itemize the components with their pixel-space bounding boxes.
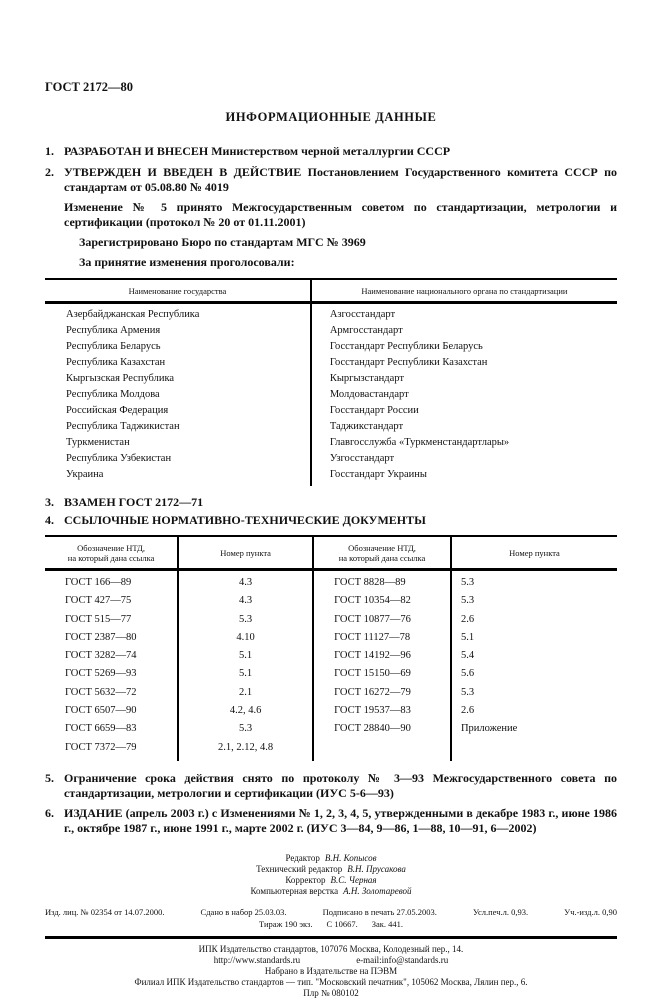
ntd-cell-right: ГОСТ 16272—79 xyxy=(312,681,450,699)
colophon-name: А.Н. Золотаревой xyxy=(343,885,412,896)
clause-cell-right: Приложение xyxy=(450,717,617,735)
item-2-text: УТВЕРЖДЕН И ВВЕДЕН В ДЕЙСТВИЕ Постановлением Государственного комитета СССР по стандартам от 05.08.80 № 4019 xyxy=(64,165,617,194)
publisher-block xyxy=(45,944,617,999)
item-4-text: ССЫЛОЧНЫЕ НОРМАТИВНО-ТЕХНИЧЕСКИЕ ДОКУМЕНТЫ xyxy=(64,513,426,527)
state-name-cell: Республика Армения xyxy=(66,325,161,336)
imprint-segment: Зак. 441. xyxy=(371,918,404,929)
ntd-cell-right: ГОСТ 10877—76 xyxy=(312,608,450,626)
clause-cell-left: 4.2, 4.6 xyxy=(177,699,312,717)
imprint-segment: Тираж 190 экз. xyxy=(258,918,313,929)
item-3 xyxy=(45,495,617,510)
org-name-cell: Кыргызстандарт xyxy=(310,368,617,384)
imprint-segment: Уч.-изд.л. 0,90 xyxy=(564,906,617,917)
item-6 xyxy=(45,806,617,836)
vote-table-row xyxy=(45,448,617,464)
imprint-segment: Изд. лиц. № 02354 от 14.07.2000. xyxy=(45,906,165,917)
refs-header-clause-left xyxy=(177,537,312,568)
refs-header-clause-right-label: Номер пункта xyxy=(509,548,560,558)
clause-cell-left: 4.3 xyxy=(177,589,312,607)
refs-header-ntd-right xyxy=(312,537,450,568)
colophon-role: Редактор xyxy=(285,852,320,863)
clause-cell-right: 5.4 xyxy=(450,644,617,662)
typeset-note: Набрано в Издательстве на ПЭВМ xyxy=(264,965,398,976)
refs-table-row xyxy=(45,608,617,626)
org-name-cell: Узгосстандарт xyxy=(310,448,617,464)
refs-table xyxy=(45,535,617,761)
state-name-cell: Туркменистан xyxy=(66,437,130,448)
item-5-number: 5. xyxy=(45,770,54,785)
doc-number: ГОСТ 2172—80 xyxy=(45,80,134,94)
item-6-number: 6. xyxy=(45,805,54,820)
ntd-cell-right: ГОСТ 11127—78 xyxy=(312,626,450,644)
footer-rule xyxy=(45,936,617,939)
colophon-line xyxy=(45,875,617,886)
item-2 xyxy=(45,165,617,195)
refs-table-row xyxy=(45,717,617,735)
item-1-number: 1. xyxy=(45,144,54,158)
plr-number: Плр № 080102 xyxy=(303,987,359,998)
item-2-voted: За принятие изменения проголосовали: xyxy=(79,255,295,269)
clause-cell-right: 5.3 xyxy=(450,681,617,699)
colophon-name: В.С. Черная xyxy=(330,874,377,885)
item-2-number: 2. xyxy=(45,165,54,179)
ntd-cell-left: ГОСТ 3282—74 xyxy=(65,650,137,662)
imprint-line-2 xyxy=(45,919,617,929)
clause-cell-left: 4.10 xyxy=(177,626,312,644)
clause-cell-left: 5.1 xyxy=(177,644,312,662)
colophon-line xyxy=(45,853,617,864)
item-2-amendment: Изменение № 5 принято Межгосударственным советом по стандартизации, метрологии и сертификации (протокол № 20 от 01.11.2001) xyxy=(64,200,617,229)
vote-table-header-row xyxy=(45,280,617,304)
org-name-cell: Армгосстандарт xyxy=(310,320,617,336)
clause-cell-right: 2.6 xyxy=(450,608,617,626)
state-name-cell: Украина xyxy=(66,469,104,480)
clause-cell-right: 5.3 xyxy=(450,589,617,607)
refs-table-row xyxy=(45,736,617,754)
printer-address: Филиал ИПК Издательство стандартов — тип. "Московский печатник", 105062 Москва, Лялин пер., 6. xyxy=(134,976,528,987)
refs-header-clause-left-label: Номер пункта xyxy=(220,548,271,558)
page-title: ИНФОРМАЦИОННЫЕ ДАННЫЕ xyxy=(225,110,437,124)
refs-table-header-row xyxy=(45,537,617,571)
imprint-segment: С 10667. xyxy=(326,918,358,929)
ntd-cell-left: ГОСТ 2387—80 xyxy=(65,631,137,643)
clause-cell-left: 2.1, 2.12, 4.8 xyxy=(177,736,312,754)
state-name-cell: Российская Федерация xyxy=(66,405,169,416)
refs-table-bottom-spacer xyxy=(45,754,617,761)
refs-table-body xyxy=(45,571,617,754)
vote-table-row xyxy=(45,432,617,448)
refs-header-ntd-left-line1: Обозначение НТД, xyxy=(77,543,145,553)
item-3-text: ВЗАМЕН ГОСТ 2172—71 xyxy=(64,495,204,509)
refs-table-row xyxy=(45,699,617,717)
refs-header-ntd-right-line2: на который дана ссылка xyxy=(338,553,426,563)
org-name-cell: Госстандарт Республики Казахстан xyxy=(310,352,617,368)
vote-table-row xyxy=(45,368,617,384)
clause-cell-left: 2.1 xyxy=(177,681,312,699)
state-name-cell: Республика Таджикистан xyxy=(66,421,180,432)
ntd-cell-right: ГОСТ 19537—83 xyxy=(312,699,450,717)
ntd-cell-left: ГОСТ 515—77 xyxy=(65,613,132,625)
clause-cell-left: 5.3 xyxy=(177,608,312,626)
org-name-cell: Молдовастандарт xyxy=(310,384,617,400)
imprint-segment: Подписано в печать 27.05.2003. xyxy=(322,906,437,917)
clause-cell-right: 5.1 xyxy=(450,626,617,644)
ntd-cell-right: ГОСТ 15150—69 xyxy=(312,662,450,680)
ntd-cell-left: ГОСТ 5269—93 xyxy=(65,668,137,680)
vote-table-row xyxy=(45,416,617,432)
colophon-role: Технический редактор xyxy=(256,863,343,874)
vote-table-row xyxy=(45,464,617,480)
item-3-number: 3. xyxy=(45,495,54,509)
org-name-cell: Госстандарт России xyxy=(310,400,617,416)
ntd-cell-left: ГОСТ 6507—90 xyxy=(65,705,137,717)
clause-cell-right: 5.6 xyxy=(450,662,617,680)
ntd-cell-right xyxy=(312,736,450,754)
state-name-cell: Азербайджанская Республика xyxy=(66,309,200,320)
state-name-cell: Республика Беларусь xyxy=(66,341,161,352)
colophon xyxy=(45,853,617,897)
item-1 xyxy=(45,144,617,159)
refs-table-row xyxy=(45,626,617,644)
colophon-name: В.Н. Копысов xyxy=(324,852,377,863)
item-6-text: ИЗДАНИЕ (апрель 2003 г.) с Изменениями № 1, 2, 3, 4, 5, утвержденными в декабре 1983 г., июне 1986 г., октябре 1987 г., июне 1991 г., марте 2002 г. (ИУС 3—84, 9—86, 1—88, 10—91, 6—2002) xyxy=(64,805,617,835)
colophon-role: Корректор xyxy=(285,874,326,885)
refs-table-row xyxy=(45,589,617,607)
state-name-cell: Кыргызская Республика xyxy=(66,373,175,384)
ntd-cell-left: ГОСТ 6659—83 xyxy=(65,723,137,735)
vote-table-bottom-spacer xyxy=(45,480,617,486)
state-name-cell: Республика Казахстан xyxy=(66,357,166,368)
ntd-cell-left: ГОСТ 5632—72 xyxy=(65,686,137,698)
clause-cell-right xyxy=(450,736,617,754)
clause-cell-right: 2.6 xyxy=(450,699,617,717)
refs-header-clause-right xyxy=(450,537,617,568)
org-name-cell: Таджикстандарт xyxy=(310,416,617,432)
refs-table-row xyxy=(45,571,617,589)
state-name-cell: Республика Узбекистан xyxy=(66,453,172,464)
imprint-line-1 xyxy=(45,907,617,917)
ntd-cell-left: ГОСТ 427—75 xyxy=(65,595,132,607)
vote-table-row xyxy=(45,304,617,320)
item-4-number: 4. xyxy=(45,513,54,527)
vote-table-row xyxy=(45,336,617,352)
org-name-cell: Госстандарт Украины xyxy=(310,464,617,480)
clause-cell-right: 5.3 xyxy=(450,571,617,589)
vote-table-row xyxy=(45,384,617,400)
ntd-cell-right: ГОСТ 8828—89 xyxy=(312,571,450,589)
item-2-registered: Зарегистрировано Бюро по стандартам МГС № 3969 xyxy=(79,235,366,249)
ntd-cell-left: ГОСТ 166—89 xyxy=(65,577,132,588)
publisher-address: ИПК Издательство стандартов, 107076 Москва, Колодезный пер., 14. xyxy=(198,943,464,954)
refs-table-row xyxy=(45,681,617,699)
vote-table-row xyxy=(45,352,617,368)
item-4 xyxy=(45,513,617,528)
colophon-line xyxy=(45,864,617,875)
publisher-contacts xyxy=(45,955,617,966)
ntd-cell-right: ГОСТ 10354—82 xyxy=(312,589,450,607)
refs-table-row xyxy=(45,644,617,662)
org-name-cell: Главгосслужба «Туркменстандартлары» xyxy=(310,432,617,448)
org-name-cell: Азгосстандарт xyxy=(310,304,617,320)
publisher-email: e-mail:info@standards.ru xyxy=(356,954,449,965)
ntd-cell-right: ГОСТ 14192—96 xyxy=(312,644,450,662)
refs-header-ntd-left xyxy=(45,537,177,568)
vote-table xyxy=(45,278,617,486)
refs-header-ntd-right-line1: Обозначение НТД, xyxy=(348,543,416,553)
publisher-url: http://www.standards.ru xyxy=(213,954,301,965)
ntd-cell-left: ГОСТ 7372—79 xyxy=(65,741,137,753)
refs-header-ntd-left-line2: на который дана ссылка xyxy=(67,553,155,563)
clause-cell-left: 5.1 xyxy=(177,662,312,680)
vote-table-header-org: Наименование национального органа по стандартизации xyxy=(310,280,617,301)
clause-cell-left: 5.3 xyxy=(177,717,312,735)
vote-table-header-state: Наименование государства xyxy=(128,286,227,296)
refs-table-row xyxy=(45,662,617,680)
ntd-cell-right: ГОСТ 28840—90 xyxy=(312,717,450,735)
imprint-segment: Сдано в набор 25.03.03. xyxy=(200,906,287,917)
clause-cell-left: 4.3 xyxy=(177,571,312,589)
org-name-cell: Госстандарт Республики Беларусь xyxy=(310,336,617,352)
item-1-text: РАЗРАБОТАН И ВНЕСЕН Министерством черной металлургии СССР xyxy=(64,144,451,158)
vote-table-row xyxy=(45,400,617,416)
item-5-text: Ограничение срока действия снято по протоколу № 3—93 Межгосударственного совета по стандартизации, метрологии и сертификации (ИУС 5-6—93) xyxy=(64,770,617,800)
colophon-name: В.Н. Прусакова xyxy=(347,863,406,874)
item-5 xyxy=(45,771,617,801)
vote-table-body xyxy=(45,304,617,480)
imprint-segment: Усл.печ.л. 0,93. xyxy=(472,906,529,917)
state-name-cell: Республика Молдова xyxy=(66,389,160,400)
colophon-line xyxy=(45,886,617,897)
colophon-role: Компьютерная верстка xyxy=(250,885,339,896)
vote-table-row xyxy=(45,320,617,336)
